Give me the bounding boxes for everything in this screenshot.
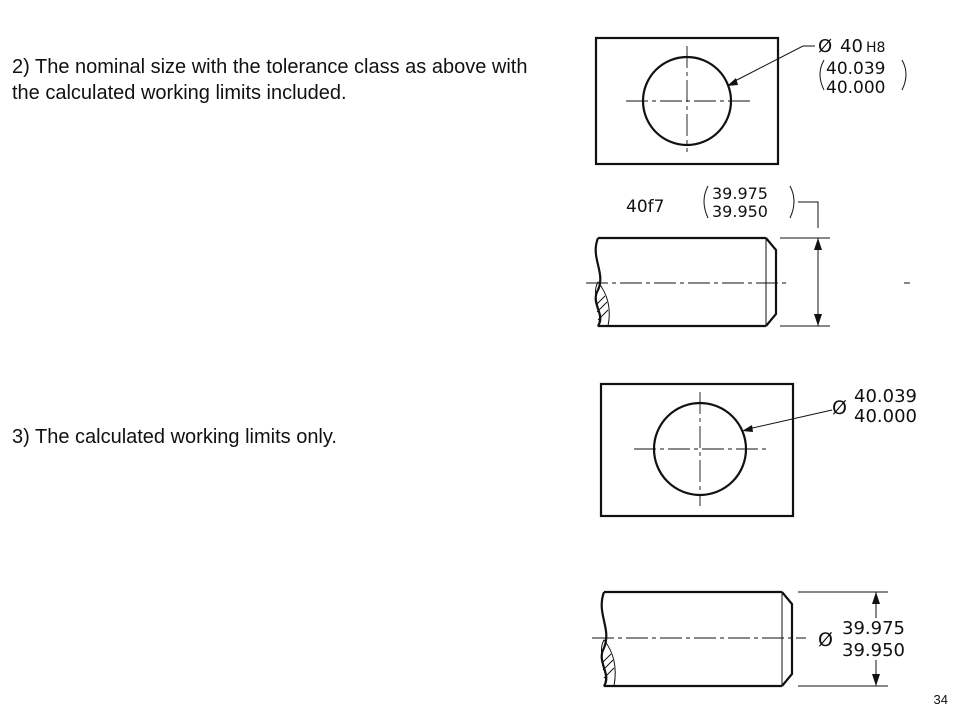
hatch-line [603,660,613,670]
page-number: 34 [933,692,948,707]
leader-line [733,46,815,82]
paren-left [820,60,824,90]
hole-2-upper-limit: 40.039 [854,386,917,407]
hole-drawing-1 [596,36,906,164]
shaft-chamfer-end [782,592,792,686]
item-2-text: 2) The nominal size with the tolerance class as above with the calculated working limits included. [12,56,528,104]
shaft-drawing-2 [592,592,905,686]
hatch-line [597,296,605,304]
dimension-leader [798,202,818,228]
hole-drawing-2 [601,384,917,516]
hatch-line [603,654,611,662]
shaft-2-upper-limit: 39.975 [842,618,905,639]
paren-right [902,60,906,90]
hole-1-diameter-symbol: Ø [818,36,833,57]
hole-2-lower-limit: 40.000 [854,406,917,427]
leader-arrowhead [727,78,738,86]
shaft-2-lower-limit: 39.950 [842,640,905,661]
hole-1-class: H8 [866,40,886,56]
paren-right [790,186,794,218]
arrowhead-down [872,674,880,686]
shaft-1-size-class: 40f7 [626,197,665,217]
hole-1-lower-limit: 40.000 [826,78,886,98]
paren-left [704,186,708,218]
shaft-drawing-1 [586,184,910,326]
shaft-1-lower-limit: 39.950 [712,202,768,221]
arrowhead-up [814,238,822,250]
arrowhead-down [814,314,822,326]
shaft-chamfer-end [766,238,776,326]
hole-1-upper-limit: 40.039 [826,59,886,79]
leader-arrowhead [742,425,753,432]
shaft-2-diameter-symbol: Ø [818,629,833,651]
hole-2-diameter-symbol: Ø [832,397,847,419]
item-3-text: 3) The calculated working limits only. [12,426,337,448]
shaft-break-line [602,592,607,686]
arrowhead-up [872,592,880,604]
hole-1-size: 40 [840,36,863,57]
shaft-1-upper-limit: 39.975 [712,184,768,203]
leader-line [748,410,832,429]
